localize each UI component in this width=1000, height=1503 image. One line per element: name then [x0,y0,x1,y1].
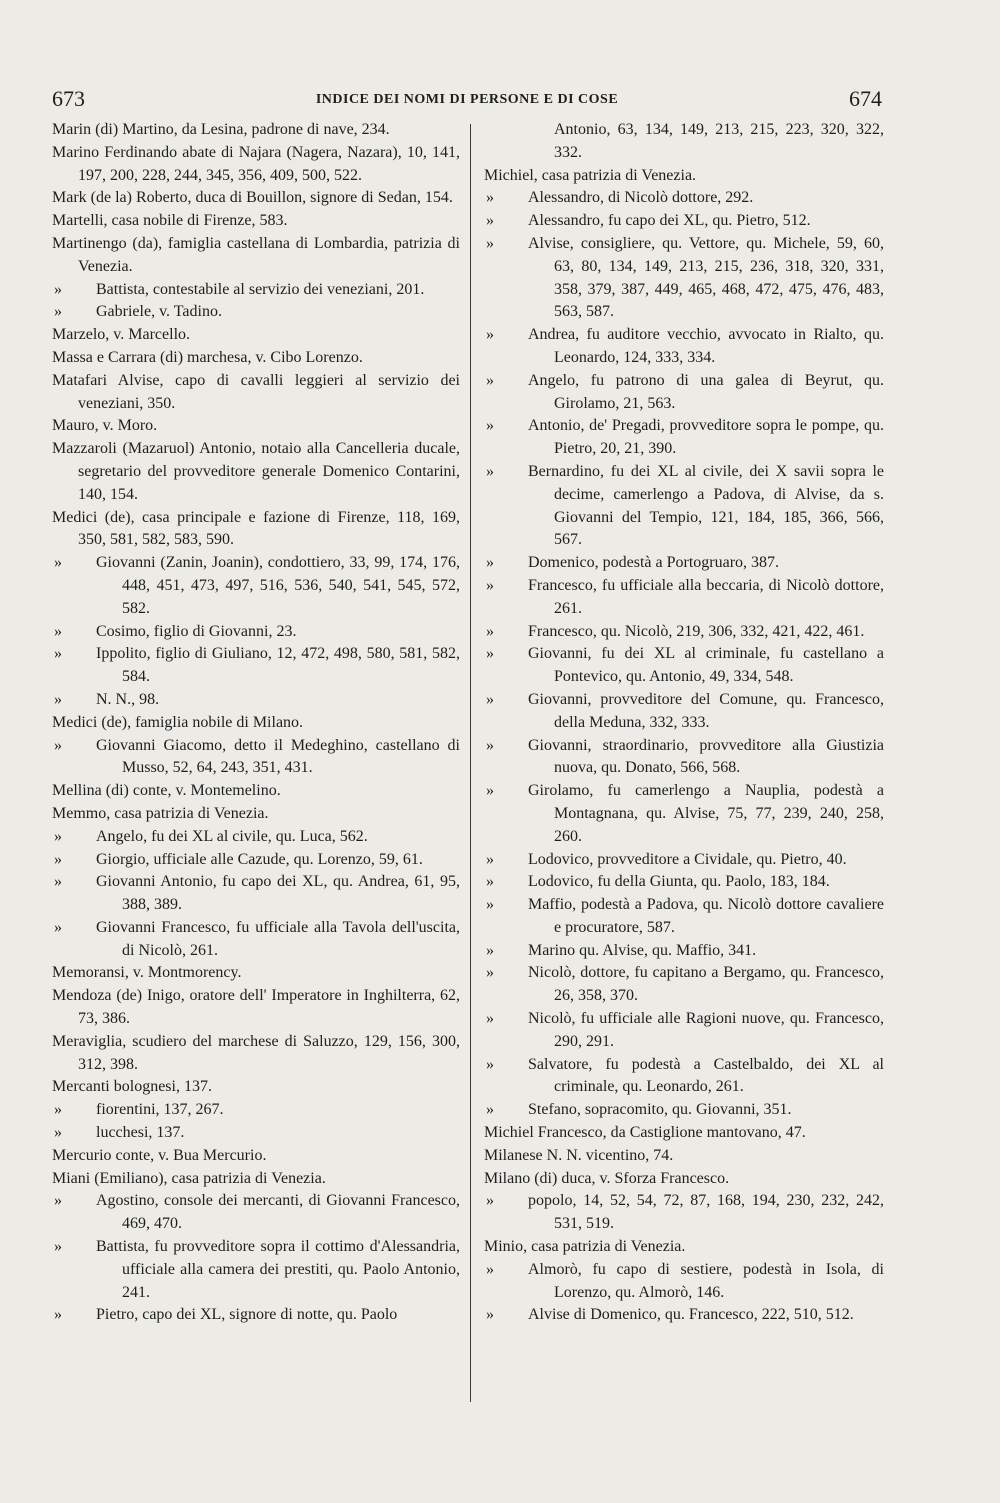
ditto-mark: » [486,873,494,891]
index-entry: Matafari Alvise, capo di cavalli leggieri al servizio dei veneziani, 350. [52,371,460,412]
subentry-text: Nicolò, dottore, fu capitano a Bergamo, qu. Francesco, 26, 358, 370. [528,964,884,1005]
ditto-mark: » [486,326,494,344]
index-subentry [52,621,460,644]
subentry-text: Cosimo, figlio di Giovanni, 23. [96,622,297,640]
ditto-mark: » [486,941,494,959]
subentry-text: Giovanni Francesco, fu ufficiale alla Tavola dell'uscita, di Nicolò, 261. [96,918,460,959]
index-subentry [484,871,884,894]
subentry-text: Nicolò, fu ufficiale alle Ragioni nuove, qu. Francesco, 290, 291. [528,1010,884,1050]
index-subentry [484,621,884,644]
index-subentry [484,1304,884,1327]
subentry-text: Alvise, consigliere, qu. Vettore, qu. Michele, 59, 60, 63, 80, 134, 149, 213, 215, 236, 318, 320, 331, 358, 379, 387, 449, 465, 468, 472, 475, 476, 483, 563, 587. [528,234,884,321]
index-subentry [484,894,884,940]
ditto-mark: » [54,1306,62,1324]
index-entry: Mellina (di) conte, v. Montemelino. [52,782,281,800]
ditto-mark: » [486,1010,494,1028]
subentry-text: N. N., 98. [96,690,160,708]
index-entry: Miani (Emiliano), casa patrizia di Venezia. [52,1169,326,1187]
index-entry: Michiel, casa patrizia di Venezia. [484,166,697,184]
index-subentry [52,279,460,302]
subentry-text: Giovanni, fu dei XL al criminale, fu castellano a Pontevico, qu. Antonio, 49, 334, 548. [528,645,884,686]
index-subentry [484,643,884,689]
subentry-text: Giovanni (Zanin, Joanin), condottiero, 33, 99, 174, 176, 448, 451, 473, 497, 516, 536, 540, 541, 545, 572, 582. [96,554,460,617]
ditto-mark: » [486,622,494,640]
index-entry: Martelli, casa nobile di Firenze, 583. [52,212,288,230]
subentry-text: Giovanni, straordinario, provveditore alla Giustizia nuova, qu. Donato, 566, 568. [528,736,884,777]
ditto-mark: » [486,576,494,594]
index-subentry [52,552,460,620]
index-entry: Michiel Francesco, da Castiglione mantovano, 47. [484,1124,806,1142]
ditto-mark: » [54,873,62,891]
ditto-mark: » [486,1192,494,1210]
ditto-mark: » [486,1055,494,1073]
index-entry: Memmo, casa patrizia di Venezia. [52,804,269,822]
index-subentry [52,1099,460,1122]
index-subentry [484,1099,884,1122]
index-subentry [52,1122,460,1145]
subentry-text: Lodovico, fu della Giunta, qu. Paolo, 183, 184. [528,873,830,891]
subentry-text: Pietro, capo dei XL, signore di notte, qu. Paolo [96,1306,398,1324]
ditto-mark: » [54,303,62,321]
column-divider [470,124,471,1402]
left-column [52,119,460,1327]
index-subentry [52,1190,460,1236]
ditto-mark: » [486,736,494,754]
ditto-mark: » [486,1260,494,1278]
subentry-text: Agostino, console dei mercanti, di Giovanni Francesco, 469, 470. [96,1192,460,1233]
ditto-mark: » [54,1192,62,1210]
subentry-text: Battista, fu provveditore sopra il cottimo d'Alessandria, ufficiale alla camera dei prestiti, qu. Paolo Antonio, 241. [96,1238,460,1301]
index-entry: Mercanti bolognesi, 137. [52,1078,212,1096]
subentry-text: Marino qu. Alvise, qu. Maffio, 341. [528,941,757,959]
ditto-mark: » [54,280,62,298]
index-entry: Mark (de la) Roberto, duca di Bouillon, signore di Sedan, 154. [52,189,453,207]
subentry-text: Alessandro, di Nicolò dottore, 292. [528,189,754,207]
ditto-mark: » [486,371,494,389]
index-subentry [484,552,884,575]
index-entry: Martinengo (da), famiglia castellana di Lombardia, patrizia di Venezia. [52,234,460,275]
index-subentry [484,210,884,233]
ditto-mark: » [54,827,62,845]
page-number-right: 674 [849,86,882,111]
subentry-text: Battista, contestabile al servizio dei veneziani, 201. [96,280,425,298]
ditto-mark: » [486,850,494,868]
right-column [484,119,884,1327]
index-entry: Memoransi, v. Montmorency. [52,964,242,982]
ditto-mark: » [486,189,494,207]
ditto-mark: » [54,850,62,868]
subentry-text: popolo, 14, 52, 54, 72, 87, 168, 194, 230, 232, 242, 531, 519. [528,1192,884,1233]
index-entry-continuation: Antonio, 63, 134, 149, 213, 215, 223, 320, 322, 332. [554,121,884,161]
ditto-mark: » [486,462,494,480]
index-entry: Mauro, v. Moro. [52,417,158,435]
subentry-text: Bernardino, fu dei XL al civile, dei X savii sopra le decime, camerlengo a Padova, di Alvise, da s. Giovanni del Tempio, 121, 184, 185, 366, 566, 567. [528,462,884,549]
index-subentry [52,917,460,963]
index-entry: Medici (de), famiglia nobile di Milano. [52,713,304,731]
ditto-mark: » [54,918,62,936]
subentry-text: fiorentini, 137, 267. [96,1101,224,1119]
index-entry: Massa e Carrara (di) marchesa, v. Cibo Lorenzo. [52,348,363,366]
index-entry: Mercurio conte, v. Bua Mercurio. [52,1146,267,1164]
index-subentry [484,849,884,872]
ditto-mark: » [54,736,62,754]
index-subentry [52,849,460,872]
page-number-left: 673 [52,86,85,111]
ditto-mark: » [54,690,62,708]
index-entry: Minio, casa patrizia di Venezia. [484,1238,686,1256]
subentry-text: Giovanni Antonio, fu capo dei XL, qu. Andrea, 61, 95, 388, 389. [96,873,460,914]
subentry-text: Giovanni Giacomo, detto il Medeghino, castellano di Musso, 52, 64, 243, 351, 431. [96,736,460,777]
subentry-text: Antonio, de' Pregadi, provveditore sopra le pompe, qu. Pietro, 20, 21, 390. [528,417,884,458]
ditto-mark: » [486,782,494,800]
ditto-mark: » [486,645,494,663]
subentry-text: Francesco, fu ufficiale alla beccaria, di Nicolò dottore, 261. [528,576,884,617]
index-subentry [52,826,460,849]
ditto-mark: » [486,1306,494,1324]
running-title: INDICE DEI NOMI DI PERSONE E DI COSE [315,92,619,107]
subentry-text: Almorò, fu capo di sestiere, podestà in Isola, di Lorenzo, qu. Almorò, 146. [528,1260,884,1301]
index-subentry [52,1236,460,1304]
subentry-text: Giorgio, ufficiale alle Cazude, qu. Lorenzo, 59, 61. [96,850,423,868]
ditto-mark: » [486,690,494,708]
ditto-mark: » [486,1101,494,1119]
index-entry: Medici (de), casa principale e fazione di Firenze, 118, 169, 350, 581, 582, 583, 590. [52,508,460,549]
ditto-mark: » [54,1101,62,1119]
ditto-mark: » [54,554,62,572]
subentry-text: Giovanni, provveditore del Comune, qu. Francesco, della Meduna, 332, 333. [528,690,884,731]
index-entry: Mendoza (de) Inigo, oratore dell' Imperatore in Inghilterra, 62, 73, 386. [52,987,460,1028]
ditto-mark: » [486,234,494,252]
index-subentry [484,415,884,461]
index-subentry [484,324,884,370]
index-subentry [52,871,460,917]
index-subentry [52,1304,460,1327]
index-subentry [484,1190,884,1236]
page-header [52,86,882,112]
index-subentry [52,689,460,712]
index-subentry [484,187,884,210]
subentry-text: Alessandro, fu capo dei XL, qu. Pietro, 512. [528,212,811,230]
index-entry: Marino Ferdinando abate di Najara (Nagera, Nazara), 10, 141, 197, 200, 228, 244, 345, 356, 409, 500, 522. [52,143,460,184]
index-subentry [52,301,460,324]
index-subentry [484,370,884,416]
subentry-text: Angelo, fu patrono di una galea di Beyrut, qu. Girolamo, 21, 563. [528,371,884,412]
index-subentry [484,940,884,963]
index-entry: Mazzaroli (Mazaruol) Antonio, notaio alla Cancelleria ducale, segretario del provveditore generale Domenico Contarini, 140, 154. [52,440,460,503]
index-subentry [52,643,460,689]
index-subentry [484,1259,884,1305]
subentry-text: Maffio, podestà a Padova, qu. Nicolò dottore cavaliere e procuratore, 587. [528,896,884,936]
ditto-mark: » [54,645,62,663]
index-subentry [484,735,884,781]
ditto-mark: » [486,896,494,914]
index-entry: Marzelo, v. Marcello. [52,326,191,344]
subentry-text: Domenico, podestà a Portogruaro, 387. [528,554,780,572]
subentry-text: Salvatore, fu podestà a Castelbaldo, dei XL al criminale, qu. Leonardo, 261. [528,1055,884,1096]
subentry-text: Angelo, fu dei XL al civile, qu. Luca, 562. [96,827,368,845]
index-entry: Marin (di) Martino, da Lesina, padrone di nave, 234. [52,121,390,138]
subentry-text: Francesco, qu. Nicolò, 219, 306, 332, 421, 422, 461. [528,622,865,640]
subentry-text: Lodovico, provveditore a Cividale, qu. Pietro, 40. [528,850,847,868]
ditto-mark: » [486,554,494,572]
index-entry: Milano (di) duca, v. Sforza Francesco. [484,1169,730,1187]
index-entry: Milanese N. N. vicentino, 74. [484,1146,674,1164]
ditto-mark: » [54,1124,62,1142]
ditto-mark: » [486,212,494,230]
index-subentry [484,689,884,735]
subentry-text: Girolamo, fu camerlengo a Nauplia, podestà a Montagnana, qu. Alvise, 75, 77, 239, 240, 258, 260. [528,782,884,845]
ditto-mark: » [54,622,62,640]
subentry-text: lucchesi, 137. [96,1124,185,1142]
index-subentry [484,575,884,621]
index-entry: Meraviglia, scudiero del marchese di Saluzzo, 129, 156, 300, 312, 398. [52,1032,460,1073]
subentry-text: Ippolito, figlio di Giuliano, 12, 472, 498, 580, 581, 582, 584. [96,645,460,686]
ditto-mark: » [486,964,494,982]
index-subentry [484,962,884,1008]
index-subentry [484,1054,884,1100]
ditto-mark: » [54,1238,62,1256]
index-subentry [484,1008,884,1054]
ditto-mark: » [486,417,494,435]
subentry-text: Stefano, sopracomito, qu. Giovanni, 351. [528,1101,792,1119]
index-subentry [52,735,460,781]
subentry-text: Gabriele, v. Tadino. [96,303,222,321]
index-subentry [484,461,884,552]
index-subentry [484,233,884,324]
index-subentry [484,780,884,848]
subentry-text: Andrea, fu auditore vecchio, avvocato in Rialto, qu. Leonardo, 124, 333, 334. [528,326,884,366]
subentry-text: Alvise di Domenico, qu. Francesco, 222, 510, 512. [528,1306,854,1324]
